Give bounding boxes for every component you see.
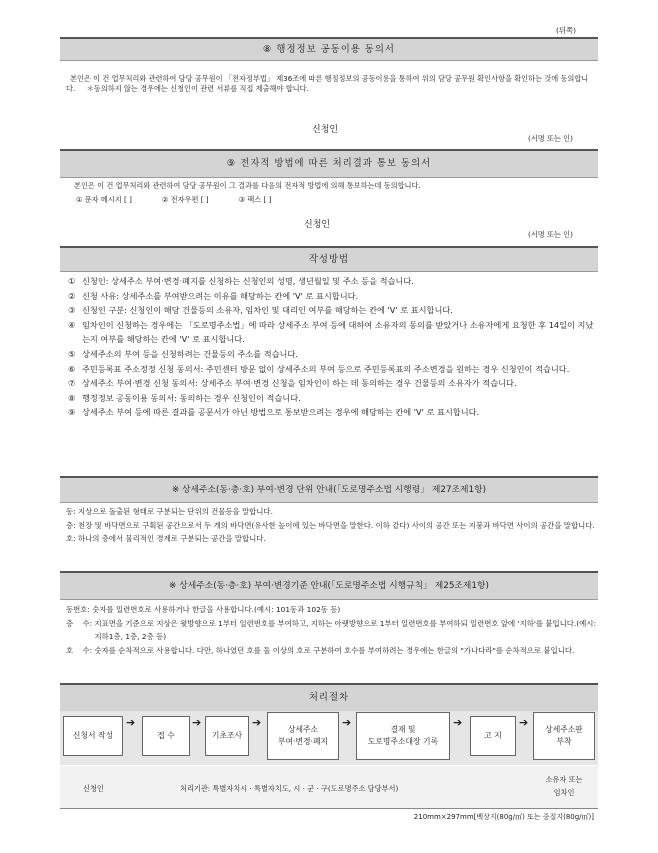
method-text: 신청인 구분: 신청인이 해당 건물등의 소유자, 임차인 및 대리인 여부를 해당하는 칸에 'V' 로 표시합니다. — [82, 305, 453, 316]
sec9-option-sms[interactable]: ① 문자 메시지 [ ] — [76, 195, 132, 204]
process-step-2: 접 수 — [142, 716, 190, 756]
process-step-1: 신청서 작성 — [63, 716, 123, 756]
unit-row — [66, 505, 596, 519]
unit-text: 지상으로 돌출된 형태로 구분되는 단위의 건물등을 말합니다. — [77, 507, 273, 516]
process-step-7: 상세주소판 부착 — [533, 712, 595, 760]
process-step-4: 상세주소 부여·변경·폐지 — [267, 712, 339, 760]
actor-agency: 처리기관: 특별자치시 · 특별자치도, 시 · 군 · 구(도로명주소 담당부서) — [180, 784, 399, 793]
criteria-label: 동번호: — [66, 605, 93, 614]
page-side-label: (뒤쪽) — [556, 26, 577, 35]
process-title: 처리절차 — [60, 683, 598, 712]
method-item — [68, 289, 596, 304]
arrow-right-icon: ➔ — [519, 716, 529, 729]
criteria-row — [66, 617, 596, 644]
sec9-option-email[interactable]: ② 전자우편 [ ] — [161, 195, 209, 204]
method-item — [68, 362, 596, 377]
method-num: ⑨ — [68, 407, 76, 418]
sec9-title: ⑨ 전자적 방법에 따른 처리결과 통보 동의서 — [60, 149, 598, 178]
criteria-row — [66, 644, 596, 658]
criteria-label: 호 수: — [66, 645, 95, 655]
arrow-right-icon: ➔ — [453, 716, 463, 729]
criteria-text: 지표면을 기준으로 지상은 윗방향으로 1부터 일련번호를 부여하고, 지하는 아랫방향으로 1부터 일련번호를 부여하되 일련번호 앞에 '지하'를 붙입니다.(예시: 지하1층, 1층, 2층 등) — [94, 618, 596, 642]
sec8-body — [66, 74, 596, 95]
method-text: 행정정보 공동이용 동의서: 동의하는 경우 신청인이 적습니다. — [82, 392, 301, 403]
unit-title: ※ 상세주소(동·층·호) 부여·변경 단위 안내(「도로명주소법 시행령」 제27조제1항) — [60, 476, 598, 503]
arrow-right-icon: ➔ — [126, 716, 136, 729]
process-step-6: 고 지 — [470, 716, 516, 756]
method-item — [68, 391, 596, 406]
method-text: 상세주소 부여·변경 신청 동의서: 상세주소 부여·변경 신청을 임차인이 하는 데 동의하는 경우 건물등의 소유자가 적습니다. — [82, 378, 517, 389]
sec9-option-fax[interactable]: ③ 팩스 [ ] — [238, 195, 272, 204]
sec9-options — [76, 195, 496, 205]
sec9-body: 본인은 이 건 업무처리와 관련하여 담당 공무원이 그 결과를 다음의 전자적 방법에 의해 통보하는데 동의합니다. — [74, 181, 421, 190]
arrow-right-icon: ➔ — [192, 716, 202, 729]
sec9-signature: (서명 또는 인) — [528, 230, 573, 239]
criteria-text: 숫자를 일련번호로 사용하거나 한글을 사용합니다.(예시: 101동과 102동 등) — [92, 605, 341, 614]
sec8-title: ⑧ 행정정보 공동이용 동의서 — [60, 37, 598, 61]
method-num: ⑧ — [68, 392, 76, 403]
method-num: ② — [68, 290, 76, 301]
method-text: 상세주소 부여 등에 따른 결과를 공문서가 아닌 방법으로 통보받으려는 경우에 해당하는 칸에 'V' 로 표시합니다. — [82, 407, 480, 418]
method-item — [68, 318, 596, 347]
method-item — [68, 274, 596, 289]
method-num: ⑦ — [68, 378, 76, 389]
method-item — [68, 347, 596, 362]
sec9-applicant-label: 신청인 — [304, 220, 331, 230]
method-text: 임차인이 신청하는 경우에는 「도로명주소법」에 따라 상세주소 부여 등에 대하여 소유자의 동의를 받았거나 소유자에게 요청한 후 14일이 지났는지 여부를 해당하는 칸에 'V' 로 표시합니다. — [82, 319, 594, 345]
method-num: ③ — [68, 305, 76, 316]
method-item — [68, 405, 596, 420]
method-text: 신청인: 상세주소 부여·변경·폐지를 신청하는 신청인의 성명, 생년월일 및 주소 등을 적습니다. — [82, 276, 414, 286]
criteria-text: 숫자를 순차적으로 사용합니다. 다만, 하나였던 호를 둘 이상의 호로 구분하여 호수를 부여하려는 경우에는 한글의 "가나다라"를 순차적으로 붙입니다. — [94, 645, 575, 655]
method-text: 신청 사유: 상세주소를 부여받으려는 이유를 해당하는 칸에 'V' 로 표시합니다. — [82, 290, 359, 301]
method-list — [68, 274, 596, 420]
criteria-list — [66, 603, 596, 657]
unit-label: 호: — [66, 534, 78, 544]
sec8-applicant-label: 신청인 — [312, 125, 339, 135]
method-num: ④ — [68, 319, 76, 330]
criteria-label: 층 수: — [66, 618, 95, 628]
method-text: 주민등록표 주소정정 신청 동의서: 주민센터 방문 없이 상세주소의 부여 등으로 주민등록표의 주소변경을 원하는 경우 신청인이 적습니다. — [82, 363, 570, 374]
unit-label: 층: — [66, 520, 78, 530]
sec8-note: ＊동의하지 않는 경우에는 신청인이 관련 서류를 직접 제출해야 합니다. — [86, 84, 309, 94]
arrow-right-icon: ➔ — [342, 716, 352, 729]
criteria-title: ※ 상세주소(동·층·호) 부여·변경기준 안내(「도로명주소법 시행규칙」 제25조제1항) — [60, 571, 598, 600]
unit-list — [66, 505, 596, 546]
method-num: ⑤ — [68, 348, 76, 359]
method-item — [68, 303, 596, 318]
process-step-5: 결재 및 도로명주소대장 기록 — [356, 712, 450, 760]
sec8-signature: (서명 또는 인) — [528, 134, 573, 143]
method-num: ⑥ — [68, 363, 76, 374]
arrow-right-icon: ➔ — [252, 716, 262, 729]
criteria-row — [66, 603, 596, 617]
method-text: 상세주소의 부여 등을 신청하려는 건물등의 주소를 적습니다. — [82, 348, 298, 359]
method-item — [68, 376, 596, 391]
unit-row — [66, 532, 596, 546]
actor-applicant: 신청인 — [83, 784, 104, 793]
unit-label: 동: — [66, 507, 78, 516]
actor-owner: 소유자 또는 임차인 — [545, 775, 583, 797]
unit-row — [66, 519, 596, 533]
process-step-3: 기초조사 — [205, 716, 249, 756]
method-title: 작성방법 — [60, 246, 598, 272]
unit-text: 천장 및 바닥면으로 구획된 공간으로서 두 개의 바닥면(유사한 높이에 있는 바닥면을 말한다. 이하 같다) 사이의 공간 또는 지붕과 바닥면 사이의 공간을 말합니다. — [77, 520, 595, 530]
unit-text: 하나의 층에서 물리적인 경계로 구분되는 공간을 말합니다. — [77, 534, 266, 544]
paper-spec-footer: 210mm×297mm[백상지(80g/㎡) 또는 중질지(80g/㎡)] — [413, 813, 594, 821]
sec8-body-text: 본인은 이 건 업무처리와 관련하여 담당 공무원이 「전자정부법」 제36조에 따른 행정정보의 공동이용을 통하여 위의 담당 공무원 확인사항을 확인하는 것에 동의합니다. — [66, 74, 589, 94]
method-num: ① — [68, 276, 76, 286]
